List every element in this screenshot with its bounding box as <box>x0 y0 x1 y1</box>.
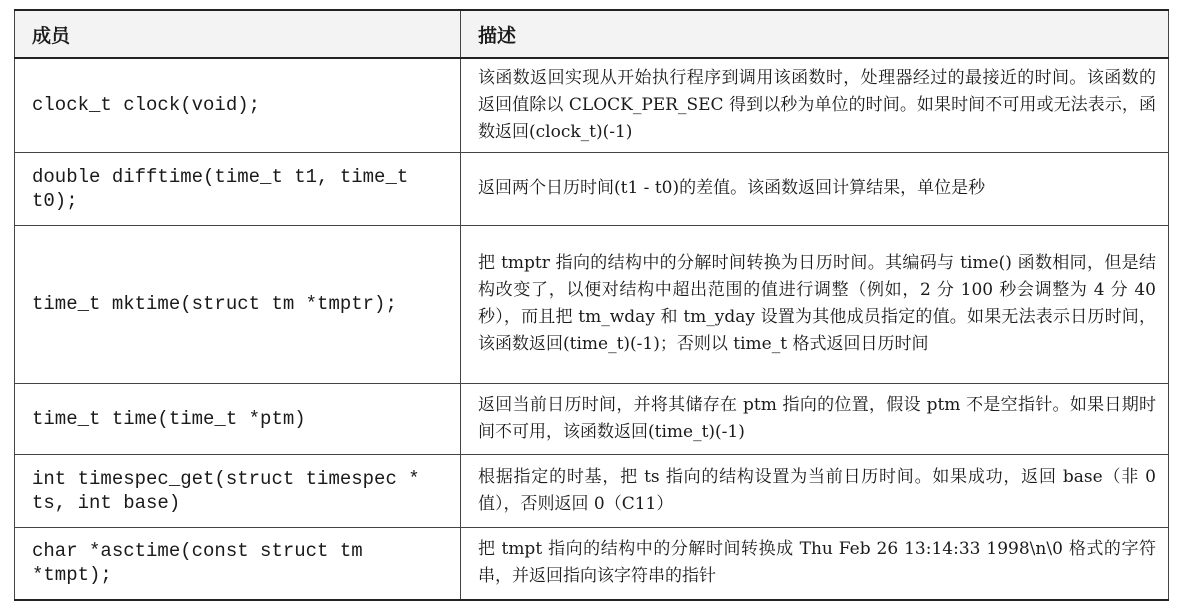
table-row <box>15 454 1169 527</box>
description-cell: 返回当前日历时间，并将其储存在 ptm 指向的位置，假设 ptm 不是空指针。如果日期时间不可用，该函数返回(time_t)(-1) <box>461 383 1169 454</box>
function-table <box>14 9 1169 601</box>
table-header-row <box>15 10 1169 58</box>
description-cell: 把 tmptr 指向的结构中的分解时间转换为日历时间。其编码与 time() 函数相同，但是结构改变了，以便对结构中超出范围的值进行调整（例如，2 分 100 秒会调整为 4 分 40 秒），而且把 tm_wday 和 tm_yday 设置为其他成员指定的值。如果无法表示日历时间，该函数返回(time_t)(-1)；否则以 time_t 格式返回日历时间 <box>461 225 1169 383</box>
description-cell: 该函数返回实现从开始执行程序到调用该函数时，处理器经过的最接近的时间。该函数的返回值除以 CLOCK_PER_SEC 得到以秒为单位的时间。如果时间不可用或无法表示，函数返回(clock_t)(-1) <box>461 58 1169 152</box>
member-cell: double difftime(time_t t1, time_t t0); <box>15 152 461 225</box>
table-row <box>15 58 1169 152</box>
table-row <box>15 383 1169 454</box>
header-member: 成员 <box>15 10 461 58</box>
table-row <box>15 225 1169 383</box>
description-cell: 返回两个日历时间(t1 - t0)的差值。该函数返回计算结果，单位是秒 <box>461 152 1169 225</box>
member-cell: clock_t clock(void); <box>15 58 461 152</box>
member-cell: time_t mktime(struct tm *tmptr); <box>15 225 461 383</box>
description-cell: 把 tmpt 指向的结构中的分解时间转换成 Thu Feb 26 13:14:33 1998\n\0 格式的字符串，并返回指向该字符串的指针 <box>461 527 1169 600</box>
member-cell: char *asctime(const struct tm *tmpt); <box>15 527 461 600</box>
member-cell: time_t time(time_t *ptm) <box>15 383 461 454</box>
header-description: 描述 <box>461 10 1169 58</box>
member-cell: int timespec_get(struct timespec * ts, int base) <box>15 454 461 527</box>
table-row <box>15 527 1169 600</box>
description-cell: 根据指定的时基，把 ts 指向的结构设置为当前日历时间。如果成功，返回 base（非 0 值），否则返回 0（C11） <box>461 454 1169 527</box>
table-row <box>15 152 1169 225</box>
